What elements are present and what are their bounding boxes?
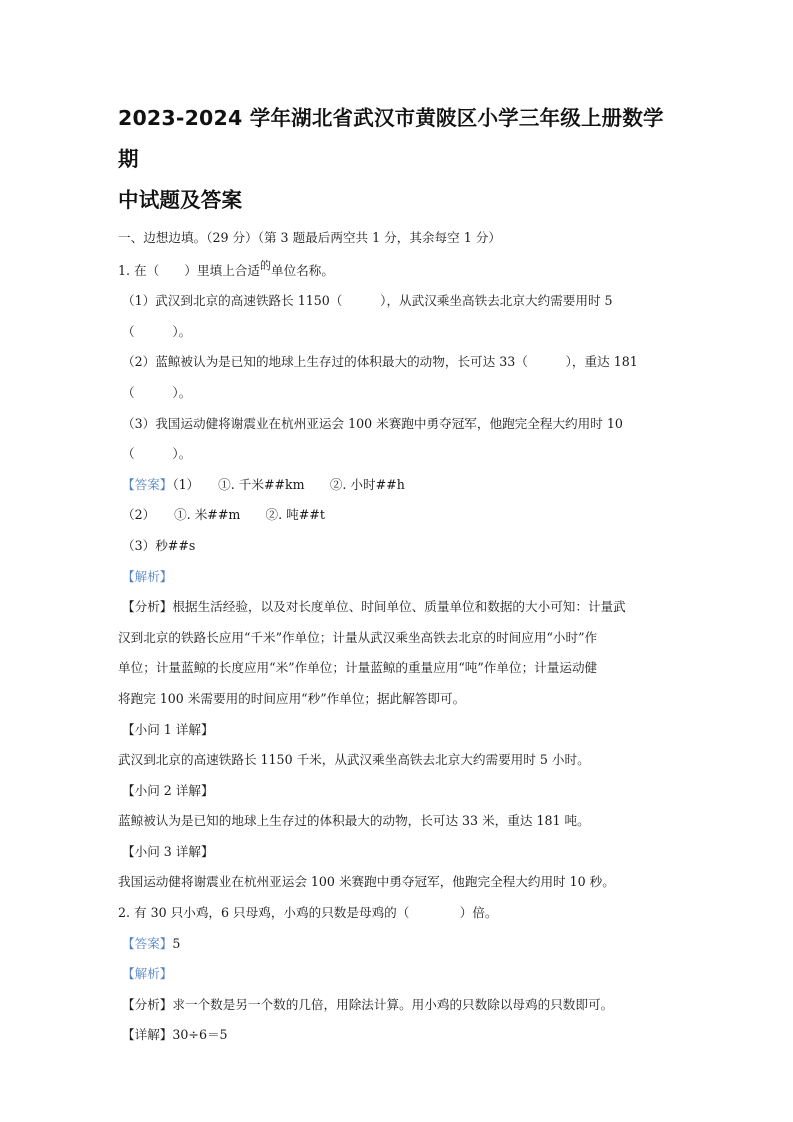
q1-answer-text-1: （1） ①. 千米##km ②. 小时##h bbox=[172, 476, 405, 492]
q1-analysis-line-3: 单位；计量蓝鲸的长度应用“米”作单位；计量蓝鲸的重量应用“吨”作单位；计量运动健 bbox=[118, 660, 598, 676]
q2-answer bbox=[118, 929, 678, 960]
answer-label: 【答案】 bbox=[122, 935, 173, 951]
answer-label: 【答案】 bbox=[122, 476, 173, 492]
q1-sub2-line1: （2）蓝鲸被认为是已知的地球上生存过的体积最大的动物，长可达 33（ ），重达 181 bbox=[122, 354, 638, 370]
title-line-2: 中试题及答案 bbox=[118, 188, 243, 212]
q1-stem-sup: 的 bbox=[259, 258, 271, 272]
q1-detail2-text: 蓝鲸被认为是已知的地球上生存过的体积最大的动物，长可达 33 米，重达 181 吨。 bbox=[118, 813, 590, 829]
q2-answer-value: 5 bbox=[172, 935, 181, 951]
q1-answer-line1 bbox=[118, 470, 678, 501]
q1-sub1-line1: （1）武汉到北京的高速铁路长 1150（ ），从武汉乘坐高铁去北京大约需要用时 5 bbox=[122, 293, 613, 309]
q1-sub1-line2: （ ）。 bbox=[122, 323, 192, 339]
document-title bbox=[118, 98, 678, 221]
q2-analysis-text: 【分析】求一个数是另一个数的几倍，用除法计算。用小鸡的只数除以母鸡的只数即可。 bbox=[122, 996, 614, 1012]
q1-detail2-label: 【小问 2 详解】 bbox=[122, 782, 214, 798]
q1-sub3-line1: （3）我国运动健将谢震业在杭州亚运会 100 米赛跑中勇夺冠军，他跑完全程大约用时 10 bbox=[122, 415, 623, 431]
q1-blank bbox=[159, 263, 184, 278]
q1-answer-line3: （3）秒##s bbox=[122, 537, 196, 553]
q1-stem-pre: 1. 在（ bbox=[118, 262, 160, 278]
q1-answer-line2: （2） ①. 米##m ②. 吨##t bbox=[122, 507, 325, 523]
q1-sub2-line2: （ ）。 bbox=[122, 384, 192, 400]
question-1-stem bbox=[118, 256, 678, 287]
title-line-1: 2023-2024 学年湖北省武汉市黄陂区小学三年级上册数学期 bbox=[118, 106, 664, 171]
q1-stem-post: 单位名称。 bbox=[270, 262, 334, 278]
q1-analysis-line-2: 汉到北京的铁路长应用“千米”作单位；计量从武汉乘坐高铁去北京的时间应用“小时”作 bbox=[118, 629, 598, 645]
q1-stem-mid: ）里填上合适 bbox=[184, 262, 260, 278]
question-2-stem: 2. 有 30 只小鸡，6 只母鸡，小鸡的只数是母鸡的（ ）倍。 bbox=[118, 905, 498, 921]
q1-detail1-text: 武汉到北京的高速铁路长 1150 千米，从武汉乘坐高铁去北京大约需要用时 5 小时。 bbox=[118, 752, 590, 768]
q1-detail3-text: 我国运动健将谢震业在杭州亚运会 100 米赛跑中勇夺冠军，他跑完全程大约用时 10 秒。 bbox=[118, 874, 615, 890]
q1-sub3-line2: （ ）。 bbox=[122, 446, 192, 462]
q1-analysis-line-1: 【分析】根据生活经验，以及对长度单位、时间单位、质量单位和数据的大小可知：计量武 bbox=[122, 599, 626, 615]
q1-detail3-label: 【小问 3 详解】 bbox=[122, 843, 214, 859]
q2-detail-text: 【详解】30÷6＝5 bbox=[122, 1027, 228, 1043]
section-1-header: 一、边想边填。（29 分）（第 3 题最后两空共 1 分，其余每空 1 分） bbox=[118, 230, 501, 245]
document-page bbox=[118, 98, 678, 1051]
analysis-label: 【解析】 bbox=[122, 568, 173, 584]
q2-analysis-label: 【解析】 bbox=[122, 966, 173, 982]
q1-analysis-line-4: 将跑完 100 米需要用的时间应用“秒”作单位；据此解答即可。 bbox=[118, 690, 466, 706]
q1-detail1-label: 【小问 1 详解】 bbox=[122, 721, 214, 737]
